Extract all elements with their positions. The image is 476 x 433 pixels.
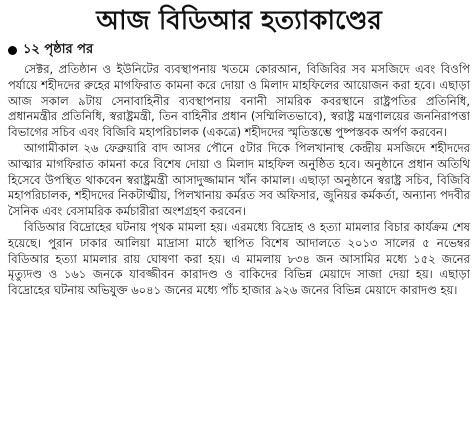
continuation-label: ১২ পৃষ্ঠার পর: [23, 42, 94, 57]
bullet-icon: [8, 46, 17, 55]
paragraph-3: বিডিআর বিদ্রোহের ঘটনায় পৃথক মামলা হয়। এরমধ্যে বিদ্রোহ ও হত্যা মামলার বিচার কার্যক্রম শেষ হয়েছে। পুরান ঢাকার আলিয়া মাদ্রাসা মাঠে স্থাপিত বিশেষ আদালতে ২০১৩ সালের ৫ নভেম্বর বিডিআর হত্যা মামলার রায় ঘোষণা করা হয়। এ মামলায় ৮৩৪ জন আসামির মধ্যে ১৫২ জনের মৃত্যুদণ্ড ও ১৬১ জনকে যাবজ্জীবন কারাদণ্ড ও বাকিদের বিভিন্ন মেয়াদে সাজা দেয়া হয়। এছাড়া বিদ্রোহের ঘটনায় অভিযুক্ত ৬০৪১ জনের মধ্যে পাঁচ হাজার ৯২৬ জনের বিভিন্ন মেয়াদে কারাদণ্ড হয়।: [8, 219, 470, 298]
paragraph-1: সেক্টর, প্রতিষ্ঠান ও ইউনিটের ব্যবস্থাপনায় খতমে কোরআন, বিজিবির সব মসজিদে এবং বিওপি পর্যায়ে শহীদদের রুহের মাগফিরাত কামনা করে দোয়া ও মিলাদ মাহফিলের আয়োজন করা হবে। এছাড়া আজ সকাল ৯টায় সেনাবাহিনীর ব্যবস্থাপনায় বনানী সামরিক কবরস্থানে রাষ্ট্রপতির প্রতিনিধি, প্রধানমন্ত্রীর প্রতিনিধি, স্বরাষ্ট্রমন্ত্রী, তিন বাহিনীর প্রধান (সম্মিলিতভাবে), স্বরাষ্ট্র মন্ত্রণালয়ের জননিরাপত্তা বিভাগের সচিব এবং বিজিবি মহাপরিচালক (একত্রে) শহীদদের স্মৃতিস্তম্ভে পুষ্পস্তবক অর্পণ করবেন।: [8, 62, 470, 140]
headline: আজ বিডিআর হত্যাকাণ্ডের: [96, 6, 382, 36]
paragraph-2: আগামীকাল ২৬ ফেব্রুয়ারি বাদ আসর পৌনে ৫টার দিকে পিলখানাস্থ কেন্দ্রীয় মসজিদে শহীদদের আত্মার মাগফিরাত কামনা করে বিশেষ দোয়া ও মিলাদ মাহফিল অনুষ্ঠিত হবে। অনুষ্ঠানে প্রধান অতিথি হিসেবে উপস্থিত থাকবেন স্বরাষ্ট্রমন্ত্রী আসাদুজ্জামান খাঁন কামাল। এছাড়া অনুষ্ঠানে স্বরাষ্ট্র সচিব, বিজিবি মহাপরিচালক, শহীদদের নিকটাত্মীয়, পিলখানায় কর্মরত সব অফিসার, জুনিয়র কর্মকর্তা, অন্যান্য পদবীর সৈনিক এবং বেসামরিক কর্মচারীরা অংশগ্রহণ করবেন।: [8, 140, 470, 219]
continuation-line: [8, 42, 470, 58]
